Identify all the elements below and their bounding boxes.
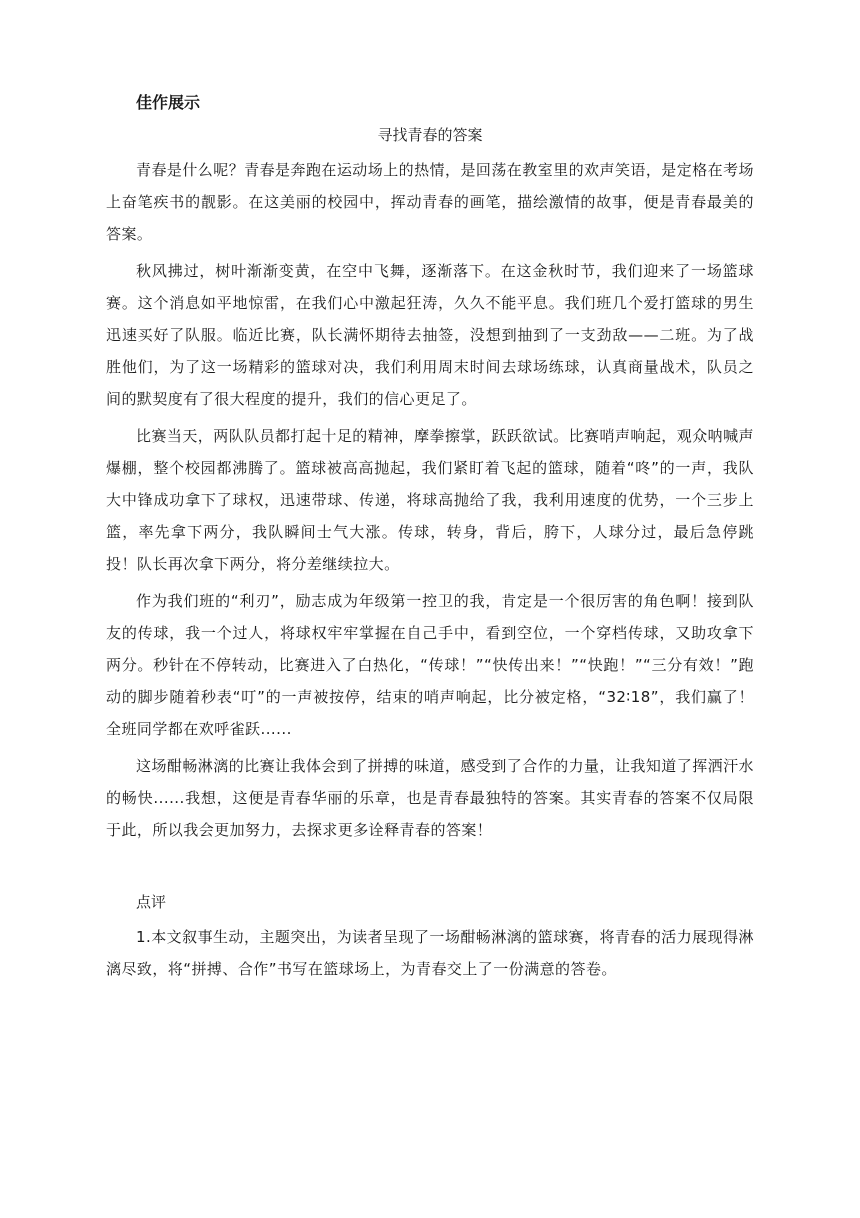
essay-paragraph-3: 比赛当天，两队队员都打起十足的精神，摩拳擦掌，跃跃欲试。比赛哨声响起，观众呐喊声爆棚，整个校园都沸腾了。篮球被高高抛起，我们紧盯着飞起的篮球，随着“咚”的一声，我队大中锋成功拿下了球权，迅速带球、传递，将球高抛给了我，我利用速度的优势，一个三步上篮，率先拿下两分，我队瞬间士气大涨。传球，转身，背后，胯下，人球分过，最后急停跳投！队长再次拿下两分，将分差继续拉大。 xyxy=(106,427,755,573)
section-title: 佳作展示 xyxy=(136,93,201,112)
essay-paragraph-2: 秋风拂过，树叶渐渐变黄，在空中飞舞，逐渐落下。在这金秋时节，我们迎来了一场篮球赛。这个消息如平地惊雷，在我们心中激起狂涛，久久不能平息。我们班几个爱打篮球的男生迅速买好了队服。临近比赛，队长满怀期待去抽签，没想到抽到了一支劲敌——二班。为了战胜他们，为了这一场精彩的篮球对决，我们利用周末时间去球场练球，认真商量战术，队员之间的默契度有了很大程度的提升，我们的信心更足了。 xyxy=(106,262,754,408)
essay-paragraph-4: 作为我们班的“利刃”，励志成为年级第一控卫的我，肯定是一个很厉害的角色啊！接到队友的传球，我一个过人，将球权牢牢掌握在自己手中，看到空位，一个穿档传球，又助攻拿下两分。秒针在不停转动，比赛进入了白热化，“传球！”“快传出来！”“快跑！”“三分有效！”跑动的脚步随着秒表“叮”的一声被按停，结束的哨声响起，比分被定格，“32∶18”，我们赢了！全班同学都在欢呼雀跃...... xyxy=(106,592,754,738)
essay-paragraph-1: 青春是什么呢？青春是奔跑在运动场上的热情，是回荡在教室里的欢声笑语，是定格在考场上奋笔疾书的靓影。在这美丽的校园中，挥动青春的画笔，描绘激情的故事，便是青春最美的答案。 xyxy=(106,161,755,243)
comment-label: 点评 xyxy=(136,893,167,911)
essay-paragraph-5: 这场酣畅淋漓的比赛让我体会到了拼搏的味道，感受到了合作的力量，让我知道了挥洒汗水的畅快......我想，这便是青春华丽的乐章，也是青春最独特的答案。其实青春的答案不仅局限于此，所以我会更加努力，去探求更多诠释青春的答案！ xyxy=(106,757,755,839)
comment-paragraph-1: 1.本文叙事生动，主题突出，为读者呈现了一场酣畅淋漓的篮球赛，将青春的活力展现得淋漓尽致，将“拼搏、合作”书写在篮球场上，为青春交上了一份满意的答卷。 xyxy=(106,928,754,978)
document-content xyxy=(106,88,754,990)
section-spacer xyxy=(106,851,754,887)
essay-title: 寻找青春的答案 xyxy=(377,126,483,144)
